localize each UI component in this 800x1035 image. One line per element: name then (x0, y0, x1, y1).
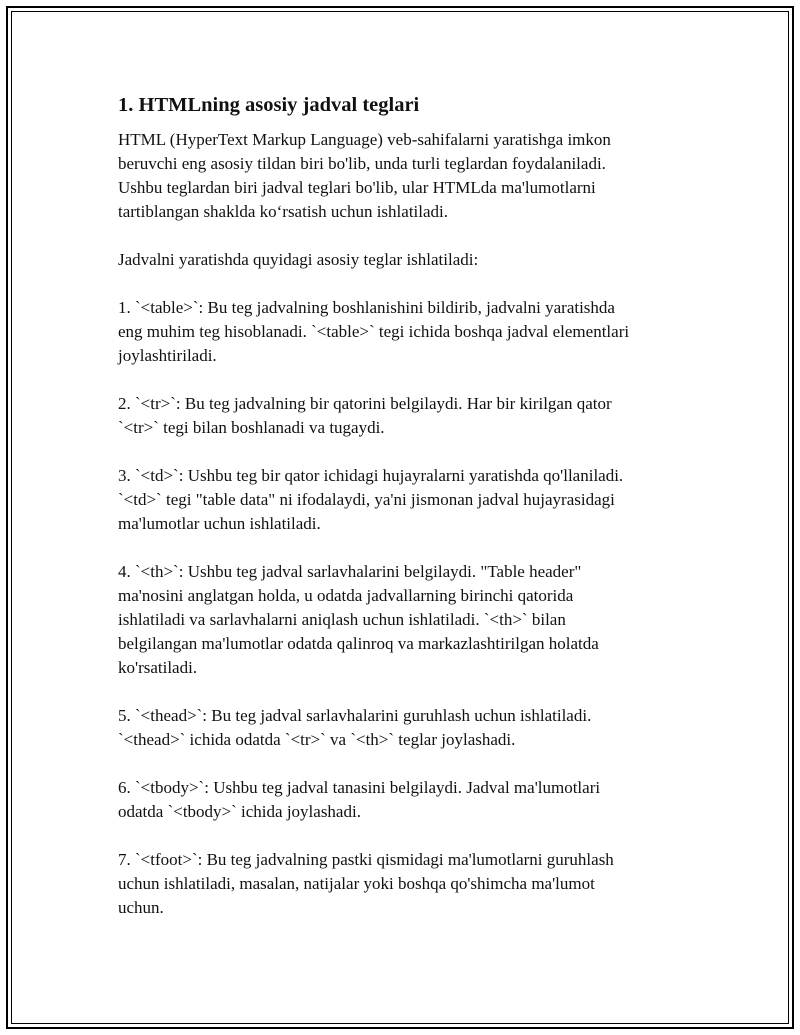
thead-tag-paragraph: 5. `<thead>`: Bu teg jadval sarlavhalarini guruhlash uchun ishlatiladi. `<thead>` ichida odatda `<tr>` va `<th>` teglar joylashadi. (118, 706, 592, 749)
tfoot-tag-paragraph: 7. `<tfoot>`: Bu teg jadvalning pastki qismidagi ma'lumotlarni guruhlash uchun ishlatiladi, masalan, natijalar yoki boshqa qo'shimcha ma'lumot uchun. (118, 850, 614, 917)
tbody-tag-paragraph: 6. `<tbody>`: Ushbu teg jadval tanasini belgilaydi. Jadval ma'lumotlari odatda `<tbody>` ichida joylashadi. (118, 778, 601, 821)
tr-tag-paragraph: 2. `<tr>`: Bu teg jadvalning bir qatorini belgilaydi. Har bir kirilgan qator `<tr>` tegi bilan boshlanadi va tugaydi. (118, 394, 612, 437)
table-tag-paragraph: 1. `<table>`: Bu teg jadvalning boshlanishini bildirib, jadvalni yaratishda eng muhim teg hisoblanadi. `<table>` tegi ichida boshqa jadval elementlari joylashtiriladi. (118, 298, 630, 365)
list-intro-paragraph: Jadvalni yaratishda quyidagi asosiy teglar ishlatiladi: (118, 250, 479, 269)
intro-paragraph: HTML (HyperText Markup Language) veb-sahifalarni yaratishga imkon beruvchi eng asosiy tildan biri bo'lib, unda turli teglardan foydalaniladi. Ushbu teglardan biri jadval teglari bo'lib, ular HTMLda ma'lumotlarni tartiblangan shaklda koʻrsatish uchun ishlatiladi. (118, 130, 611, 221)
td-tag-paragraph: 3. `<td>`: Ushbu teg bir qator ichidagi hujayralarni yaratishda qo'llaniladi. `<td>` tegi "table data" ni ifodalaydi, ya'ni jismonan jadval hujayrasidagi ma'lumotlar uchun ishlatiladi. (118, 466, 624, 533)
th-tag-paragraph: 4. `<th>`: Ushbu teg jadval sarlavhalarini belgilaydi. "Table header" ma'nosini anglatgan holda, u odatda jadvallarning birinchi qatorida ishlatiladi va sarlavhalarni aniqlash uchun ishlatiladi. `<th>` bilan belgilangan ma'lumotlar odatda qalinroq va markazlashtirilgan holatda ko'rsatiladi. (118, 562, 599, 677)
document-title: 1. HTMLning asosiy jadval teglari (118, 94, 420, 116)
document-body (118, 90, 678, 944)
